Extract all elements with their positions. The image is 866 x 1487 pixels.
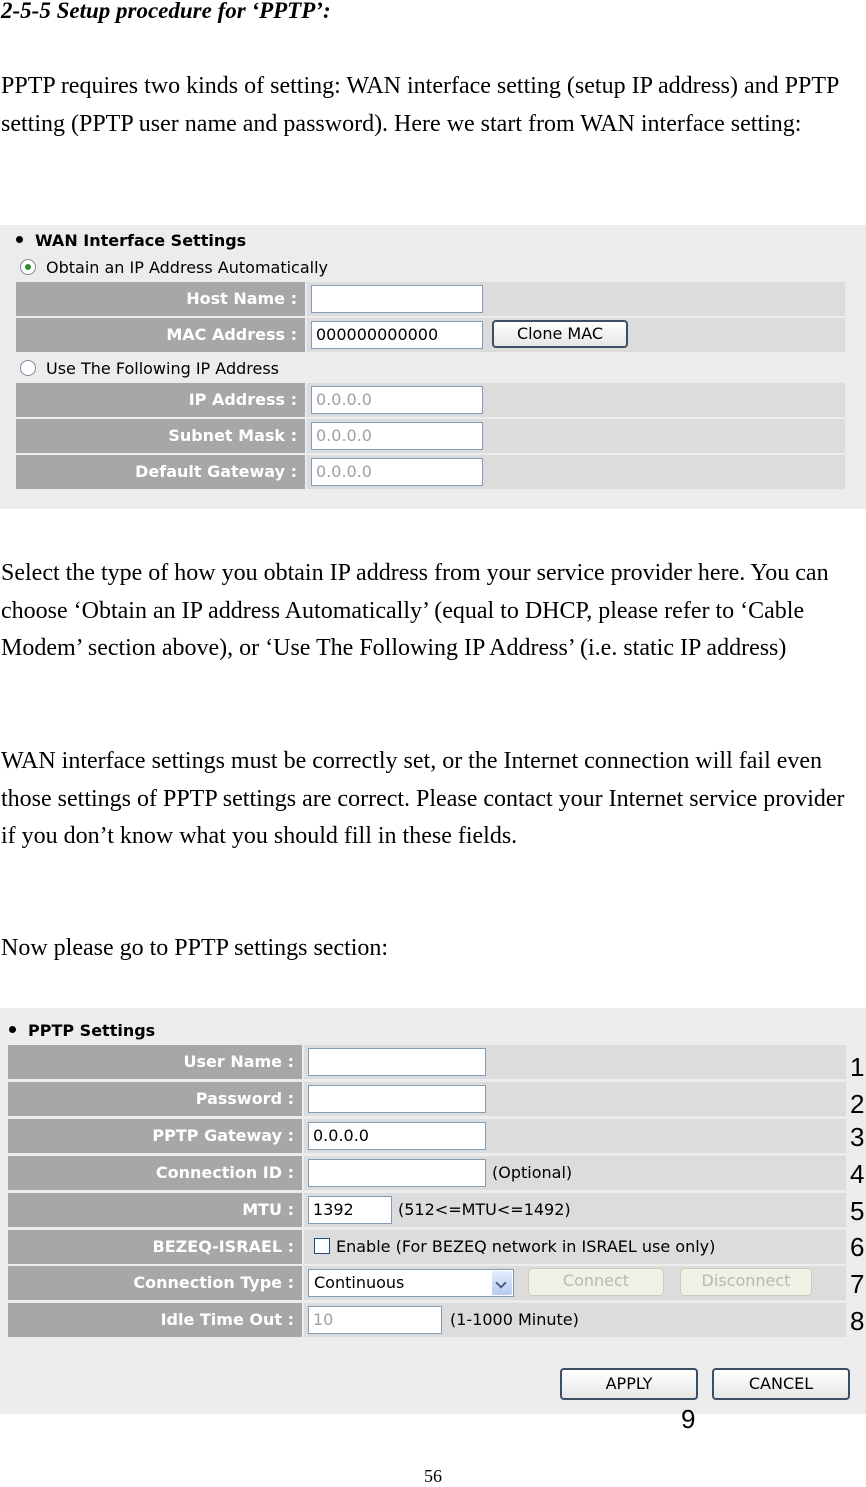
chevron-down-icon[interactable] <box>492 1271 512 1295</box>
bezeq-label: BEZEQ-ISRAEL : <box>8 1230 302 1264</box>
password-cell <box>304 1082 846 1116</box>
mtu-cell <box>304 1193 846 1227</box>
subnet-mask-cell <box>307 419 845 453</box>
cancel-button[interactable]: CANCEL <box>712 1368 850 1400</box>
apply-button[interactable]: APPLY <box>560 1368 698 1400</box>
user-name-cell <box>304 1045 846 1079</box>
select-type-paragraph: Select the type of how you obtain IP address from your service provider here. You can choose ‘Obtain an IP address Automatically’ (equal to DHCP, please refer to ‘Cable Modem’ section above), or ‘Use The Following IP Address’ (i.e. static IP address) <box>1 560 829 661</box>
host-name-row <box>16 282 845 316</box>
radio-obtain-auto[interactable] <box>20 258 328 277</box>
idle-time-out-label: Idle Time Out : <box>8 1303 302 1337</box>
warning-paragraph: WAN interface settings must be correctly set, or the Internet connection will fail even those settings of PPTP settings are correct. Please contact your Internet service provider if you don’t know what you should fill in these fields. <box>1 748 845 849</box>
pptp-gateway-input[interactable]: 0.0.0.0 <box>308 1122 486 1150</box>
callout-number: 2 <box>850 1089 865 1119</box>
callout-number: 9 <box>681 1404 696 1434</box>
bullet-icon <box>16 236 23 243</box>
bezeq-note: Enable (For BEZEQ network in ISRAEL use only) <box>336 1237 716 1256</box>
default-gateway-input[interactable]: 0.0.0.0 <box>311 458 483 486</box>
page-number: 56 <box>424 1466 442 1486</box>
disconnect-button[interactable]: Disconnect <box>680 1268 812 1296</box>
subnet-mask-row <box>16 419 845 453</box>
wan-title-text: WAN Interface Settings <box>35 231 247 250</box>
mac-address-cell <box>307 318 845 352</box>
wan-settings-panel <box>0 225 866 509</box>
connection-type-label: Connection Type : <box>8 1266 302 1300</box>
default-gateway-row <box>16 455 845 489</box>
wan-section-title <box>16 231 246 250</box>
connect-button[interactable]: Connect <box>528 1268 664 1296</box>
radio-use-static-label: Use The Following IP Address <box>46 359 280 378</box>
pptp-title-text: PPTP Settings <box>28 1021 156 1040</box>
intro-paragraph: PPTP requires two kinds of setting: WAN interface setting (setup IP address) and PPTP setting (PPTP user name and password). Here we start from WAN interface setting: <box>1 73 839 137</box>
pptp-section-title <box>9 1021 155 1040</box>
checkbox-icon[interactable] <box>314 1238 330 1254</box>
idle-time-out-row <box>8 1303 846 1337</box>
user-name-label: User Name : <box>8 1045 302 1079</box>
host-name-input[interactable] <box>311 285 483 313</box>
host-name-cell <box>307 282 845 316</box>
user-name-row <box>8 1045 846 1079</box>
subnet-mask-label: Subnet Mask : <box>16 419 305 453</box>
pptp-gateway-row <box>8 1119 846 1153</box>
pptp-settings-panel <box>0 1008 866 1414</box>
clone-mac-button[interactable]: Clone MAC <box>492 320 628 348</box>
pptp-intro-paragraph: Now please go to PPTP settings section: <box>1 935 389 961</box>
mtu-label: MTU : <box>8 1193 302 1227</box>
callout-number: 8 <box>850 1306 865 1336</box>
radio-obtain-auto-label: Obtain an IP Address Automatically <box>46 258 329 277</box>
default-gateway-cell <box>307 455 845 489</box>
mac-address-label: MAC Address : <box>16 318 305 352</box>
callout-number: 7 <box>850 1269 865 1299</box>
ip-address-cell <box>307 383 845 417</box>
callout-number: 5 <box>850 1196 865 1226</box>
host-name-label: Host Name : <box>16 282 305 316</box>
radio-selected-icon[interactable] <box>20 259 36 275</box>
callout-number: 6 <box>850 1232 865 1262</box>
bullet-icon <box>9 1026 16 1033</box>
callout-number: 4 <box>850 1159 865 1189</box>
password-label: Password : <box>8 1082 302 1116</box>
pptp-gateway-cell <box>304 1119 846 1153</box>
idle-time-out-cell <box>304 1303 846 1337</box>
callout-number: 1 <box>850 1052 865 1082</box>
idle-time-out-note: (1-1000 Minute) <box>450 1310 579 1329</box>
ip-address-row <box>16 383 845 417</box>
ip-address-input[interactable]: 0.0.0.0 <box>311 386 483 414</box>
mtu-row <box>8 1193 846 1227</box>
connection-type-cell <box>304 1266 846 1300</box>
ip-address-label: IP Address : <box>16 383 305 417</box>
connection-type-value: Continuous <box>314 1273 405 1292</box>
radio-unselected-icon[interactable] <box>20 360 36 376</box>
idle-time-out-input[interactable]: 10 <box>308 1306 442 1334</box>
connection-id-cell <box>304 1156 846 1190</box>
radio-use-static[interactable] <box>20 359 279 378</box>
user-name-input[interactable] <box>308 1048 486 1076</box>
connection-id-label: Connection ID : <box>8 1156 302 1190</box>
mtu-note: (512<=MTU<=1492) <box>398 1200 571 1219</box>
password-row <box>8 1082 846 1116</box>
section-heading: 2-5-5 Setup procedure for ‘PPTP’: <box>1 0 331 23</box>
connection-id-note: (Optional) <box>492 1163 573 1182</box>
bezeq-row <box>8 1230 846 1264</box>
pptp-gateway-label: PPTP Gateway : <box>8 1119 302 1153</box>
callout-number: 3 <box>850 1122 865 1152</box>
bezeq-cell <box>304 1230 846 1264</box>
connection-id-row <box>8 1156 846 1190</box>
mac-address-row <box>16 318 845 352</box>
connection-id-input[interactable] <box>308 1159 486 1187</box>
mtu-input[interactable]: 1392 <box>308 1196 392 1224</box>
connection-type-row <box>8 1266 846 1300</box>
mac-address-input[interactable]: 000000000000 <box>311 321 483 349</box>
default-gateway-label: Default Gateway : <box>16 455 305 489</box>
password-input[interactable] <box>308 1085 486 1113</box>
bezeq-enable-checkbox[interactable] <box>314 1230 715 1264</box>
subnet-mask-input[interactable]: 0.0.0.0 <box>311 422 483 450</box>
connection-type-select[interactable] <box>308 1269 514 1297</box>
